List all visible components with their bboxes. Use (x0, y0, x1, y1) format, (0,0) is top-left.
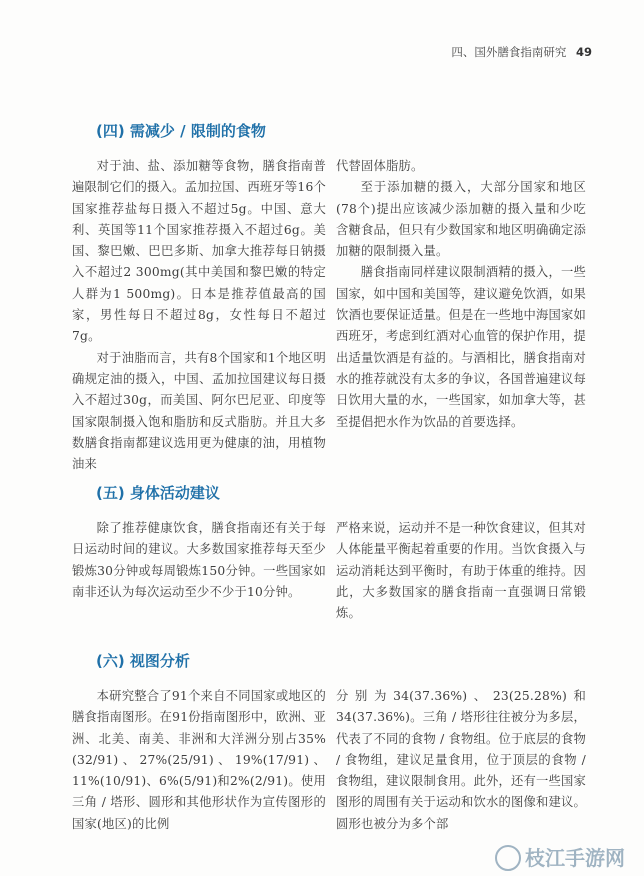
paragraph: 严格来说，运动并不是一种饮食建议，但其对人体能量平衡起着重要的作用。当饮食摄入与运动消耗达到平衡时，有助于体重的维持。因此，大多数国家的膳食指南一直强调日常锻炼。 (336, 521, 586, 621)
page-number: 49 (575, 45, 592, 59)
watermark-text: 枝江手游网 (525, 846, 625, 870)
running-title: 四、国外膳食指南研究 (451, 45, 567, 59)
section-title-view-analysis: (六) 视图分析 (96, 652, 190, 670)
section-view-analysis-left-column (72, 686, 326, 835)
paragraph: 对于油、盐、添加糖等食物，膳食指南普遍限制它们的摄入。孟加拉国、西班牙等16个国家推荐盐每日摄入不超过5g。中国、意大利、英国等11个国家推荐摄入不超过6g。美国、黎巴嫩、巴巴多斯、加拿大推荐每日钠摄入不超过2 300mg(其中美国和黎巴嫩的特定人群为1 500mg)。日本是推荐值最高的国家，男性每日不超过8g，女性每日不超过7g。 (72, 159, 326, 344)
paragraph: 本研究整合了91个来自不同国家或地区的膳食指南图形。在91份指南图形中，欧洲、亚洲、北美、南美、非洲和大洋洲分别占35%(32/91)、27%(25/91)、19%(17/91)、11%(10/91)、6%(5/91)和2%(2/91)。使用三角 / 塔形、圆形和其他形状作为宣传图形的国家(地区)的比例 (72, 689, 326, 831)
section-title-physical-activity: (五) 身体活动建议 (96, 484, 220, 502)
paragraph: 分别为34(37.36%)、23(25.28%)和34(37.36%)。三角 / 塔形往往被分为多层，代表了不同的食物 / 食物组。位于底层的食物 / 食物组，建议足量食用，位于顶层的食物 / 食物组，建议限制食用。此外，还有一些国家图形的周围有关于运动和饮水的图像和建议。圆形也被分为多个部 (336, 689, 587, 831)
watermark (495, 842, 625, 873)
watermark-logo-icon (495, 845, 521, 871)
section-limit-foods-right-column (336, 156, 586, 433)
paragraph: 代替固体脂肪。 (336, 159, 424, 173)
section-title-limit-foods: (四) 需减少 / 限制的食物 (96, 122, 266, 140)
paragraph: 对于油脂而言，共有8个国家和1个地区明确规定油的摄入，中国、孟加拉国建议每日摄入不超过30g，而美国、阿尔巴尼亚、印度等国家限制摄入饱和脂肪和反式脂肪。并且大多数膳食指南都建议选用更为健康的油，用植物油来 (72, 350, 326, 472)
paragraph: 至于添加糖的摄入，大部分国家和地区(78个)提出应该减少添加糖的摄入量和少吃含糖食品，但只有少数国家和地区明确确定添加糖的限制摄入量。 (336, 180, 586, 259)
paragraph: 膳食指南同样建议限制酒精的摄入，一些国家，如中国和美国等，建议避免饮酒，如果饮酒也要保证适量。但是在一些地中海国家如西班牙，考虑到红酒对心血管的保护作用，提出适量饮酒是有益的。与酒相比，膳食指南对水的推荐就没有太多的争议，各国普遍建议每日饮用大量的水，一些国家，如加拿大等，甚至提倡把水作为饮品的首要选择。 (336, 265, 586, 429)
running-header (451, 44, 592, 60)
section-physical-activity-right-column (336, 518, 586, 624)
section-physical-activity-left-column (72, 518, 326, 603)
section-limit-foods-left-column (72, 156, 326, 475)
section-view-analysis-right-column (336, 686, 586, 835)
paragraph: 除了推荐健康饮食，膳食指南还有关于每日运动时间的建议。大多数国家推荐每天至少锻炼30分钟或每周锻炼150分钟。一些国家如南非还认为每次运动至少不少于10分钟。 (72, 521, 326, 599)
